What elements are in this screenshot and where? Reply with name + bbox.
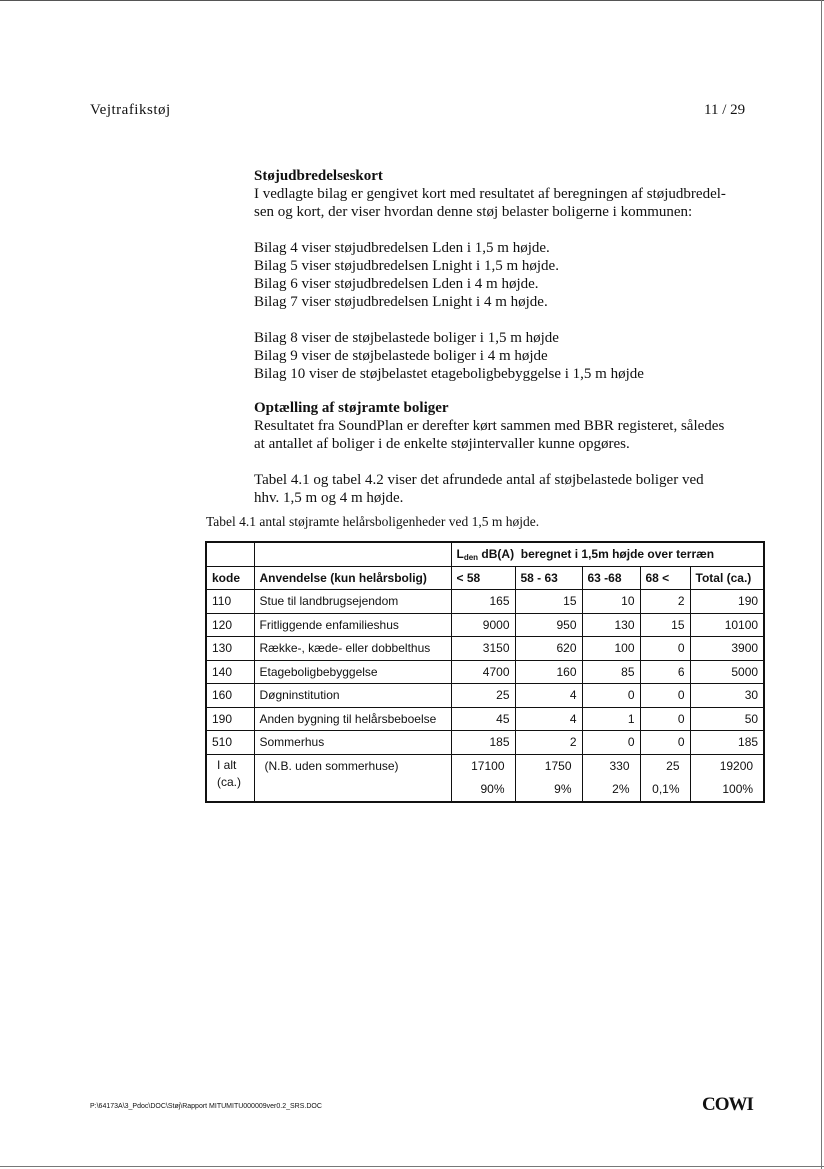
cell-value: 25 bbox=[451, 684, 515, 708]
table-caption: Tabel 4.1 antal støjramte helårsboligenheder ved 1,5 m højde. bbox=[206, 514, 540, 529]
paragraph: Tabel 4.1 og tabel 4.2 viser det afrundede antal af støjbelastede boliger ved hhv. 1,5 m og 4 m højde. bbox=[254, 472, 704, 506]
cell-kode: 190 bbox=[206, 707, 254, 731]
table-header-row bbox=[206, 566, 764, 590]
list-item: Bilag 7 viser støjudbredelsen Lnight i 4 m højde. bbox=[254, 294, 548, 310]
running-title: Vejtrafikstøj bbox=[90, 102, 171, 118]
cell-value: 130 bbox=[582, 613, 640, 637]
total-cell: 1750 9% bbox=[515, 754, 582, 802]
table-total bbox=[206, 754, 764, 802]
cell-kode: 120 bbox=[206, 613, 254, 637]
table-row bbox=[206, 637, 764, 661]
cell-value: 45 bbox=[451, 707, 515, 731]
cell-kode: 130 bbox=[206, 637, 254, 661]
list-item: Bilag 9 viser de støjbelastede boliger i 4 m højde bbox=[254, 348, 548, 364]
cell-value: 2 bbox=[515, 731, 582, 755]
cell-value: 3150 bbox=[451, 637, 515, 661]
cell-anvendelse: Fritliggende enfamilieshus bbox=[254, 613, 451, 637]
section-stoejudbredelseskort bbox=[254, 167, 739, 383]
cell-value: 2 bbox=[640, 590, 690, 614]
total-cell: 25 0,1% bbox=[640, 754, 690, 802]
cell-value: 5000 bbox=[690, 660, 764, 684]
cell-value: 6 bbox=[640, 660, 690, 684]
cell-kode: 510 bbox=[206, 731, 254, 755]
cell-kode: 140 bbox=[206, 660, 254, 684]
column-header: Total (ca.) bbox=[690, 566, 764, 590]
page-border-bottom bbox=[0, 1166, 824, 1167]
cell-anvendelse: Etageboligbebyggelse bbox=[254, 660, 451, 684]
section-optaelling bbox=[254, 399, 739, 507]
noise-table bbox=[205, 541, 765, 803]
table-row bbox=[206, 684, 764, 708]
list-item: Bilag 4 viser støjudbredelsen Lden i 1,5 m højde. bbox=[254, 240, 550, 256]
bilag-list-maps bbox=[254, 239, 739, 311]
total-cell: 19200 100% bbox=[690, 754, 764, 802]
cell-value: 160 bbox=[515, 660, 582, 684]
cell-value: 4 bbox=[515, 707, 582, 731]
cell-value: 15 bbox=[515, 590, 582, 614]
cell-value: 50 bbox=[690, 707, 764, 731]
cell-value: 165 bbox=[451, 590, 515, 614]
column-header: 63 -68 bbox=[582, 566, 640, 590]
total-row bbox=[206, 754, 764, 802]
cell-value: 190 bbox=[690, 590, 764, 614]
table-row bbox=[206, 731, 764, 755]
file-path: P:\64173A\3_Pdoc\DOC\Støj\Rapport MITUMITU000009ver0.2_SRS.DOC bbox=[90, 1103, 322, 1110]
table-row bbox=[206, 613, 764, 637]
cell-value: 100 bbox=[582, 637, 640, 661]
cell-value: 10100 bbox=[690, 613, 764, 637]
bilag-list-dwellings bbox=[254, 329, 739, 383]
cell-value: 10 bbox=[582, 590, 640, 614]
cell-value: 185 bbox=[690, 731, 764, 755]
cell-anvendelse: Stue til landbrugsejendom bbox=[254, 590, 451, 614]
table-row bbox=[206, 707, 764, 731]
cell-anvendelse: Række-, kæde- eller dobbelthus bbox=[254, 637, 451, 661]
cell-value: 0 bbox=[640, 731, 690, 755]
cell-value: 950 bbox=[515, 613, 582, 637]
section-heading: Optælling af støjramte boliger bbox=[254, 400, 449, 416]
list-item: Bilag 5 viser støjudbredelsen Lnight i 1,5 m højde. bbox=[254, 258, 559, 274]
column-header: < 58 bbox=[451, 566, 515, 590]
page-border-top bbox=[0, 0, 824, 1]
total-label: (N.B. uden sommerhuse) bbox=[254, 754, 451, 802]
column-header: Anvendelse (kun helårsbolig) bbox=[254, 566, 451, 590]
cell-value: 85 bbox=[582, 660, 640, 684]
cell-anvendelse: Anden bygning til helårsbeboelse bbox=[254, 707, 451, 731]
list-item: Bilag 10 viser de støjbelastet etageboligbebyggelse i 1,5 m højde bbox=[254, 366, 644, 382]
cell-anvendelse: Sommerhus bbox=[254, 731, 451, 755]
cell-kode: 160 bbox=[206, 684, 254, 708]
section-heading: Støjudbredelseskort bbox=[254, 168, 383, 184]
cell-value: 4700 bbox=[451, 660, 515, 684]
list-item: Bilag 6 viser støjudbredelsen Lden i 4 m højde. bbox=[254, 276, 539, 292]
cell-value: 4 bbox=[515, 684, 582, 708]
total-cell: 330 2% bbox=[582, 754, 640, 802]
cell-kode: 110 bbox=[206, 590, 254, 614]
total-cell: 17100 90% bbox=[451, 754, 515, 802]
list-item: Bilag 8 viser de støjbelastede boliger i 1,5 m højde bbox=[254, 330, 559, 346]
cell-value: 620 bbox=[515, 637, 582, 661]
group-header: $L_{den}$ dB(A) beregnet i 1,5m højde over terræn bbox=[451, 542, 764, 566]
total-kode: I alt (ca.) bbox=[206, 754, 254, 802]
cell-value: 15 bbox=[640, 613, 690, 637]
intro-paragraph: I vedlagte bilag er gengivet kort med resultatet af beregningen af støjudbredel- sen og kort, der viser hvordan denne støj belaster boligerne i kommunen: bbox=[254, 186, 726, 220]
cell-value: 0 bbox=[640, 684, 690, 708]
cell-value: 3900 bbox=[690, 637, 764, 661]
cell-value: 185 bbox=[451, 731, 515, 755]
cell-value: 9000 bbox=[451, 613, 515, 637]
cell-anvendelse: Døgninstitution bbox=[254, 684, 451, 708]
paragraph: Resultatet fra SoundPlan er derefter kørt sammen med BBR registeret, således at antallet af boliger i de enkelte støjintervaller kunne opgøres. bbox=[254, 418, 725, 452]
cowi-logo: COWI bbox=[702, 1094, 753, 1115]
table-row bbox=[206, 590, 764, 614]
cell-value: 0 bbox=[582, 731, 640, 755]
cell-value: 30 bbox=[690, 684, 764, 708]
cell-value: 1 bbox=[582, 707, 640, 731]
page-border-right bbox=[821, 0, 822, 1169]
cell-value: 0 bbox=[640, 707, 690, 731]
table-group-header-row bbox=[206, 542, 764, 566]
column-header: 68 < bbox=[640, 566, 690, 590]
cell-value: 0 bbox=[582, 684, 640, 708]
table-row bbox=[206, 660, 764, 684]
column-header: kode bbox=[206, 566, 254, 590]
cell-value: 0 bbox=[640, 637, 690, 661]
column-header: 58 - 63 bbox=[515, 566, 582, 590]
table-body bbox=[206, 590, 764, 755]
page-number: 11 / 29 bbox=[704, 102, 746, 118]
